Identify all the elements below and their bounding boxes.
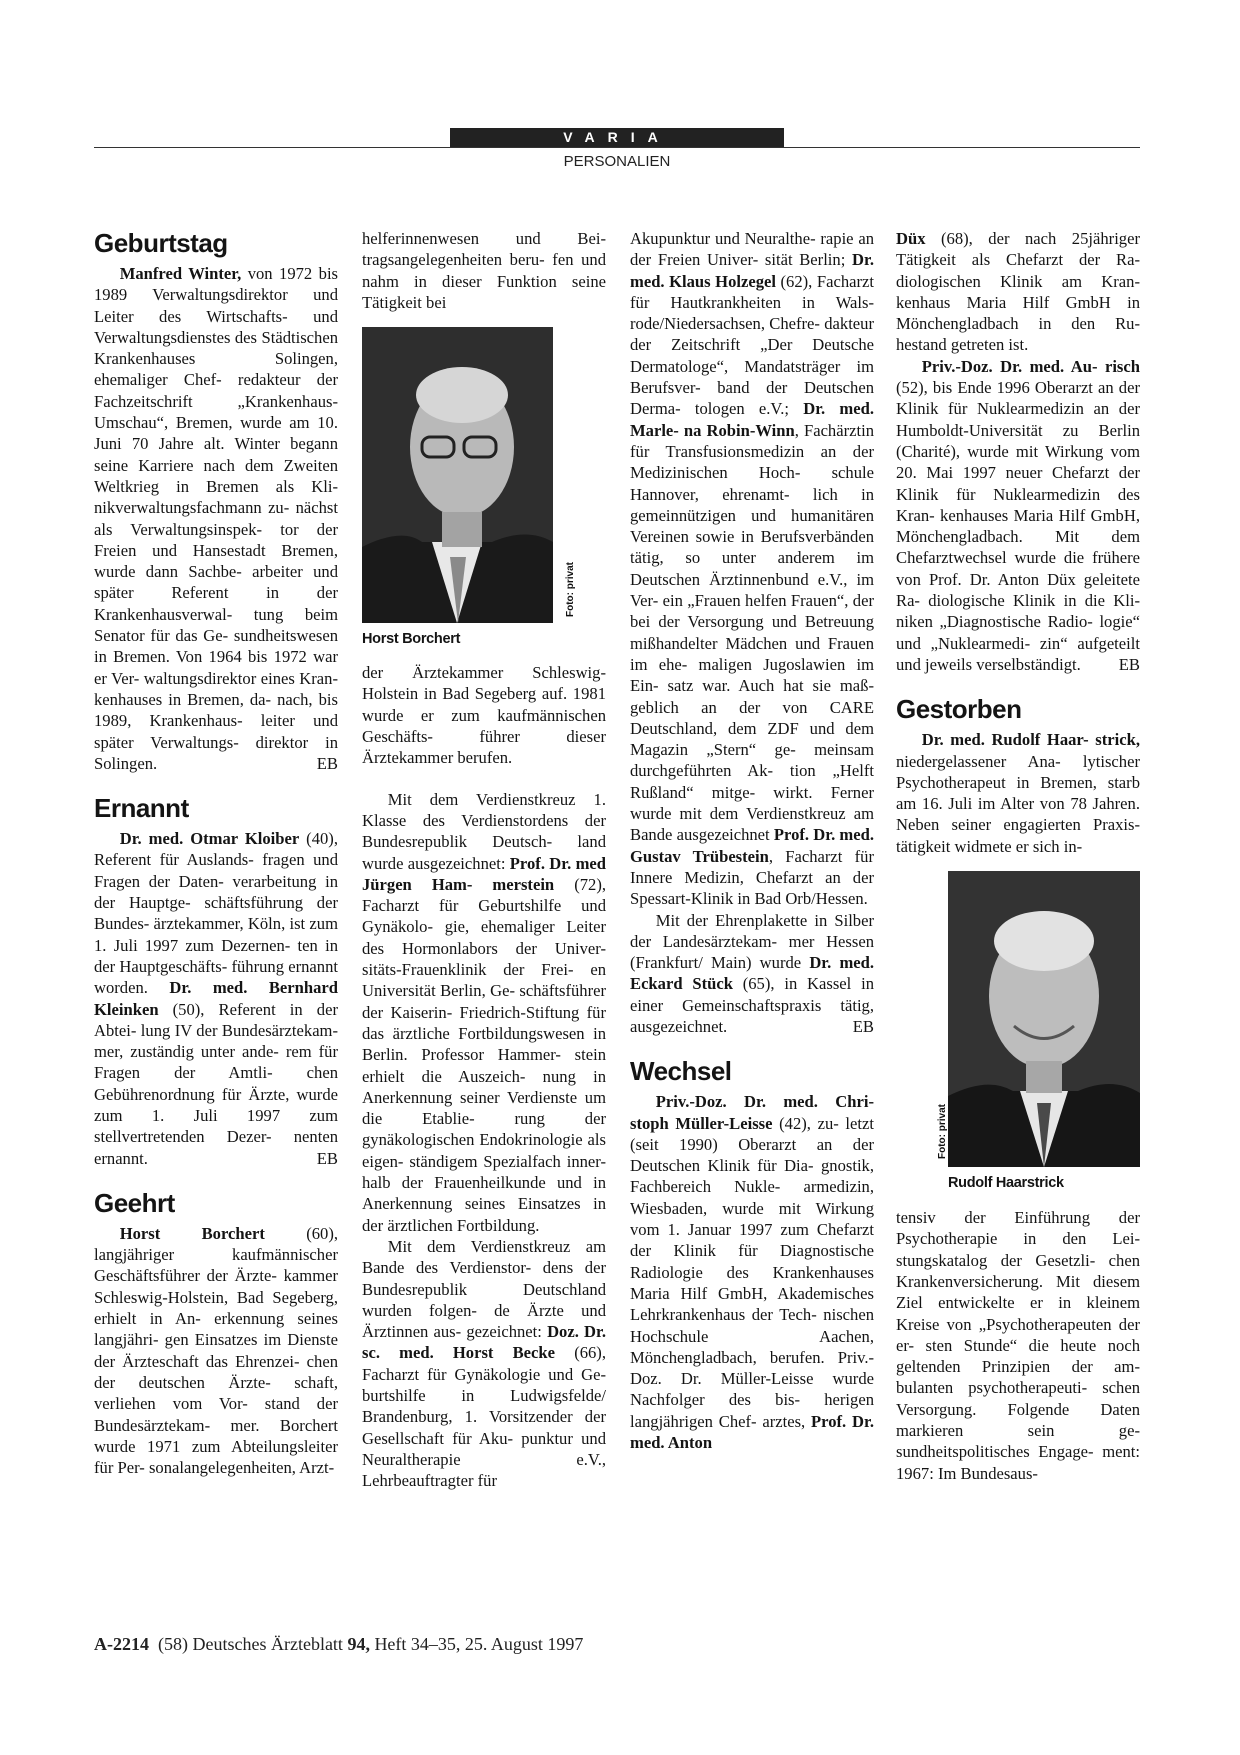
footer-text: (58) Deutsches Ärzteblatt (158, 1634, 348, 1654)
heading-wechsel: Wechsel (630, 1056, 732, 1087)
article-stueck (630, 910, 874, 1038)
article-text: , Facharzt für Innere Medizin, Chefarzt an der Spessart-Klinik in Bad Orb/Hessen. (630, 846, 874, 909)
article-text: (42), zu- letzt (seit 1990) Oberarzt an der Deutschen Klinik für Dia- gnostik, Fachbereich Nukle- armedizin, Wiesbaden, wurde mit Wirkung vom 1. Januar 1997 zum Chefarzt der Klinik für Diagnostische Radiologie des Krankenhauses Maria Hilf GmbH, Akademisches Lehrkrankenhaus der Tech- nischen Hochschule Aachen, Mönchengladbach, berufen. Priv.-Doz. Dr. Müller-Leisse wurde Nachfolger des bis- herigen langjährigen Chef- arztes, (630, 1113, 874, 1431)
article-borchert-end: der Ärztekammer Schleswig- Holstein in Bad Segeberg auf. 1981 wurde er zum kaufmännischen Geschäfts- führer dieser Ärztekammer berufen. (362, 663, 606, 768)
article-text: Akupunktur und Neuralthe- rapie an der Freien Univer- sität Berlin; (630, 229, 874, 270)
article-borchert-cont: helferinnenwesen und Bei- tragsangelegenheiten beru- fen und nahm in dieser Funktion seine Tätigkeit bei (362, 229, 606, 312)
article-haarstrick (896, 729, 1140, 857)
person-name: Dr. med. Klaus Holzegel (630, 250, 874, 291)
article-text: niedergelassener Ana- lytischer Psychotherapeut in Bremen, starb am 16. Juli im Alter von 78 Jahren. Neben seiner engagierten Praxis- tätigkeit widmete er sich in- (896, 751, 1140, 856)
column-4 (896, 228, 1140, 1484)
author-initials: EB (316, 753, 338, 773)
person-name: Prof. Dr. med. Gustav Trübestein (630, 825, 874, 866)
author-initials: EB (316, 1148, 338, 1168)
person-name: Dr. med. Rudolf Haar- strick, (921, 730, 1140, 750)
column-3 (630, 228, 874, 1453)
person-name: Dr. med. Bernhard Kleinken (94, 978, 339, 1019)
person-name: Doz. Dr. sc. med. Horst Becke (362, 1322, 606, 1363)
person-name: Manfred Winter, (119, 264, 242, 283)
footer-volume: 94, (347, 1634, 370, 1654)
photo-caption: Horst Borchert (362, 631, 461, 648)
article-winter (94, 263, 338, 774)
article-ernannt (94, 828, 338, 1169)
heading-geburtstag: Geburtstag (94, 228, 228, 258)
article-text: (52), bis Ende 1996 Oberarzt an der Klinik für Nuklearmedizin an der Humboldt-Universität zu Berlin (Charité), wurde mit Wirkung vom 20. Mai 1997 neuer Chefarzt der Klinik für Nuklearmedizin des Kran- kenhauses Maria Hilf GmbH, Mönchengladbach. Mit dem Chefarztwechsel wurde die frühere von Prof. Dr. Anton Düx geleitete Ra- diologische Klinik in die Kli- niken „Diagnostische Radio- logie“ und „Nuklearmedi- zin“ aufgeteilt und jeweils verselbständigt. (896, 378, 1140, 674)
person-name: Priv.-Doz. Dr. med. Chri- stoph Müller-Leisse (630, 1092, 874, 1133)
article-haarstrick-cont: tensiv der Einführung der Psychotherapie in den Lei- stungskatalog der Gesetzli- chen Krankenversicherung. Mit diesem Ziel entwickelte er in kleinem Kreise von „Psychotherapeuten der er- sten Stunde“ die heute noch geltenden Prinzipien der am- bulanten psychotherapeuti- schen Versorgung. Folgende Daten markieren sein ge- sundheitspolitisches Engage- ment: 1967: Im Bundesaus- (896, 1208, 1140, 1483)
article-borchert (94, 1223, 338, 1479)
photo-horst-borchert (362, 327, 553, 623)
article-text: (66), Facharzt für Gynäkologie und Ge- burtshilfe in Ludwigsfelde/ Brandenburg, 1. Vorsitzender der Gesellschaft für Aku- punktur und Neuraltherapie e.V., Lehrbeauftragter für (362, 1343, 606, 1491)
author-initials: EB (1118, 654, 1140, 674)
article-text: Mit der Ehrenplakette in Silber der Landesärztekam- mer Hessen (Frankfurt/ Main) wurde (630, 910, 874, 973)
photo-block-haarstrick (896, 871, 1140, 1207)
section-header-bar (450, 128, 784, 147)
section-title: VARIA (563, 129, 671, 145)
article-hammerstein (362, 789, 606, 1236)
photo-credit: Foto: privat (937, 1104, 948, 1160)
article-text: (62), Facharzt für Hautkrankheiten in Wals- rode/Niedersachsen, Chefre- dakteur der Zeitschrift „Der Deutsche Dermatologe“, Mandatsträger im Berufsver- band der Deutschen Derma- tologen e.V.; (630, 271, 874, 419)
article-aurisch (896, 356, 1140, 675)
person-name: Horst Borchert (119, 1223, 265, 1243)
column-2 (362, 228, 606, 1491)
heading-ernannt: Ernannt (94, 793, 189, 824)
article-text: (40), Referent für Auslands- fragen und Fragen der Daten- verarbeitung in der Hauptge- schäftsführung der Bundes- ärztekammer, Köln, ist zum 1. Juli 1997 zum Dezernen- ten in der Hauptgeschäfts- führung ernannt worden. (94, 829, 338, 998)
header-rule (94, 147, 1140, 148)
photo-rudolf-haarstrick (948, 871, 1140, 1167)
article-text: (60), langjähriger kaufmännischer Geschäftsführer der Ärzte- kammer Schleswig-Holstein, Bad Segeberg, erhielt in An- erkennung seines langjähri- gen Einsatzes im Dienste der Ärzteschaft das Ehrenzei- chen der deutschen Ärzte- schaft, verliehen vom Vor- stand der Bundesärztekam- mer. Borchert wurde 1971 zum Abteilungsleiter für Per- sonalangelegenheiten, Arzt- (94, 1223, 338, 1478)
column-1 (94, 228, 338, 1478)
article-text: Mit dem Verdienstkreuz 1. Klasse des Verdienstordens der Bundesrepublik Deutsch- land wurde ausgezeichnet: (362, 789, 606, 873)
person-name: Prof. Dr. med. Anton (630, 1411, 874, 1453)
photo-credit: Foto: privat (565, 562, 576, 618)
article-duex (896, 228, 1140, 356)
article-text: , Fachärztin für Transfusionsmedizin an der Medizinischen Hoch- schule Hannover, ehrenamt- lich in gemeinnützigen und humanitären Vereinen sowie in Berufsverbänden tätig, so unter anderem im Deutschen Ärztinnenbund e.V., im Ver- ein „Frauen helfen Frauen“, der bei der Versorgung und Betreuung mißhandelter Mädchen und Frauen im ehe- maligen Jugoslawien im Ein- satz war. Auch hat sie maß- geblich an der von CARE Deutschland, dem ZDF und dem Magazin „Stern“ ge- meinsam durchgeführten Ak- tion „Helft Rußland“ mitge- wirkt. Ferner wurde mit dem Verdienstkreuz am Bande ausgezeichnet (630, 420, 875, 845)
person-name: Dr. med. Marle- na Robin-Winn (630, 399, 874, 440)
photo-block-borchert (362, 327, 606, 662)
article-text: (72), Facharzt für Geburtshilfe und Gynäkolo- gie, ehemaliger Leiter des Hormonlabors der Univer- sitäts-Frauenklinik der Frei- en Universität Berlin, Ge- schäftsführer der Kaiserin- Friedrich-Stiftung für das ärztliche Fortbildungswesen in Berlin. Professor Hammer- stein erhielt die Auszeich- nung in Anerkennung seiner Verdienste um die Etablie- rung der gynäkologischen Endokrinologie als eigen- ständigem Spezialfach inner- halb der Frauenheilkunde und in Anerkennung seines Einsatzes in der ärztlichen Fortbildung. (362, 874, 606, 1235)
person-name: Dr. med. Otmar Kloiber (119, 829, 300, 849)
author-initials: EB (852, 1016, 874, 1036)
article-text: Mit dem Verdienstkreuz am Bande des Verdienstor- dens der Bundesrepublik Deutschland wurden folgen- de Ärzte und Ärztinnen aus- gezeichnet: (362, 1236, 606, 1342)
heading-geehrt: Geehrt (94, 1187, 175, 1218)
article-text: (65), in Kassel in einer Gemeinschaftspraxis tätig, ausgezeichnet. (630, 974, 874, 1036)
page-number: A-2214 (94, 1634, 149, 1654)
section-subtitle: PERSONALIEN (563, 153, 671, 170)
person-name: Düx (896, 229, 926, 248)
article-text: (68), der nach 25jähriger Tätigkeit als Chefarzt der Ra- diologischen Klinik am Kran- kenhaus Maria Hilf GmbH in Mönchengladbach in den Ru- hestand getreten ist. (896, 229, 1140, 355)
footer-issue: Heft 34–35, 25. August 1997 (369, 1634, 584, 1654)
heading-gestorben: Gestorben (896, 694, 1022, 725)
article-text: von 1972 bis 1989 Verwaltungsdirektor und Leiter des Wirtschafts- und Verwaltungsdienstes des Städtischen Krankenhauses Solingen, ehemaliger Chef- redakteur der Fachzeitschrift „Krankenhaus-Umschau“, Bremen, wurde am 10. Juni 70 Jahre alt. Winter begann seine Karriere nach dem Zweiten Weltkrieg in Bremen als Kli- nikverwaltungsfachmann zu- nächst als Verwaltungsinspek- tor der Freien und Hansestadt Bremen, wurde dann Sachbe- arbeiter und später Referent in der Krankenhausverwal- tung beim Senator für das Ge- sundheitswesen in Bremen. Von 1964 bis 1972 war er Ver- waltungsdirektor eines Kran- kenhauses in Bremen, da- nach, bis 1989, Krankenhaus- leiter und später Verwaltungs- direktor in Solingen. (94, 264, 339, 773)
article-becke (362, 1236, 606, 1492)
person-name: Prof. Dr. med Jürgen Ham- merstein (362, 853, 607, 894)
article-text: (50), Referent in der Abtei- lung IV der Bundesärztekam- mer, zuständig unter ande- rem für Fragen der Amtli- chen Gebührenordnung für Ärzte, wurde zum 1. Juli 1997 zum stellvertretenden Dezer- nenten ernannt. (94, 999, 338, 1168)
person-name: Dr. med. Eckard Stück (630, 953, 875, 994)
article-mueller-leisse (630, 1091, 874, 1453)
page-footer (94, 1634, 583, 1655)
photo-caption: Rudolf Haarstrick (948, 1175, 1064, 1192)
article-verdienstkreuz-cont (630, 228, 874, 910)
person-name: Priv.-Doz. Dr. med. Au- risch (921, 356, 1140, 376)
